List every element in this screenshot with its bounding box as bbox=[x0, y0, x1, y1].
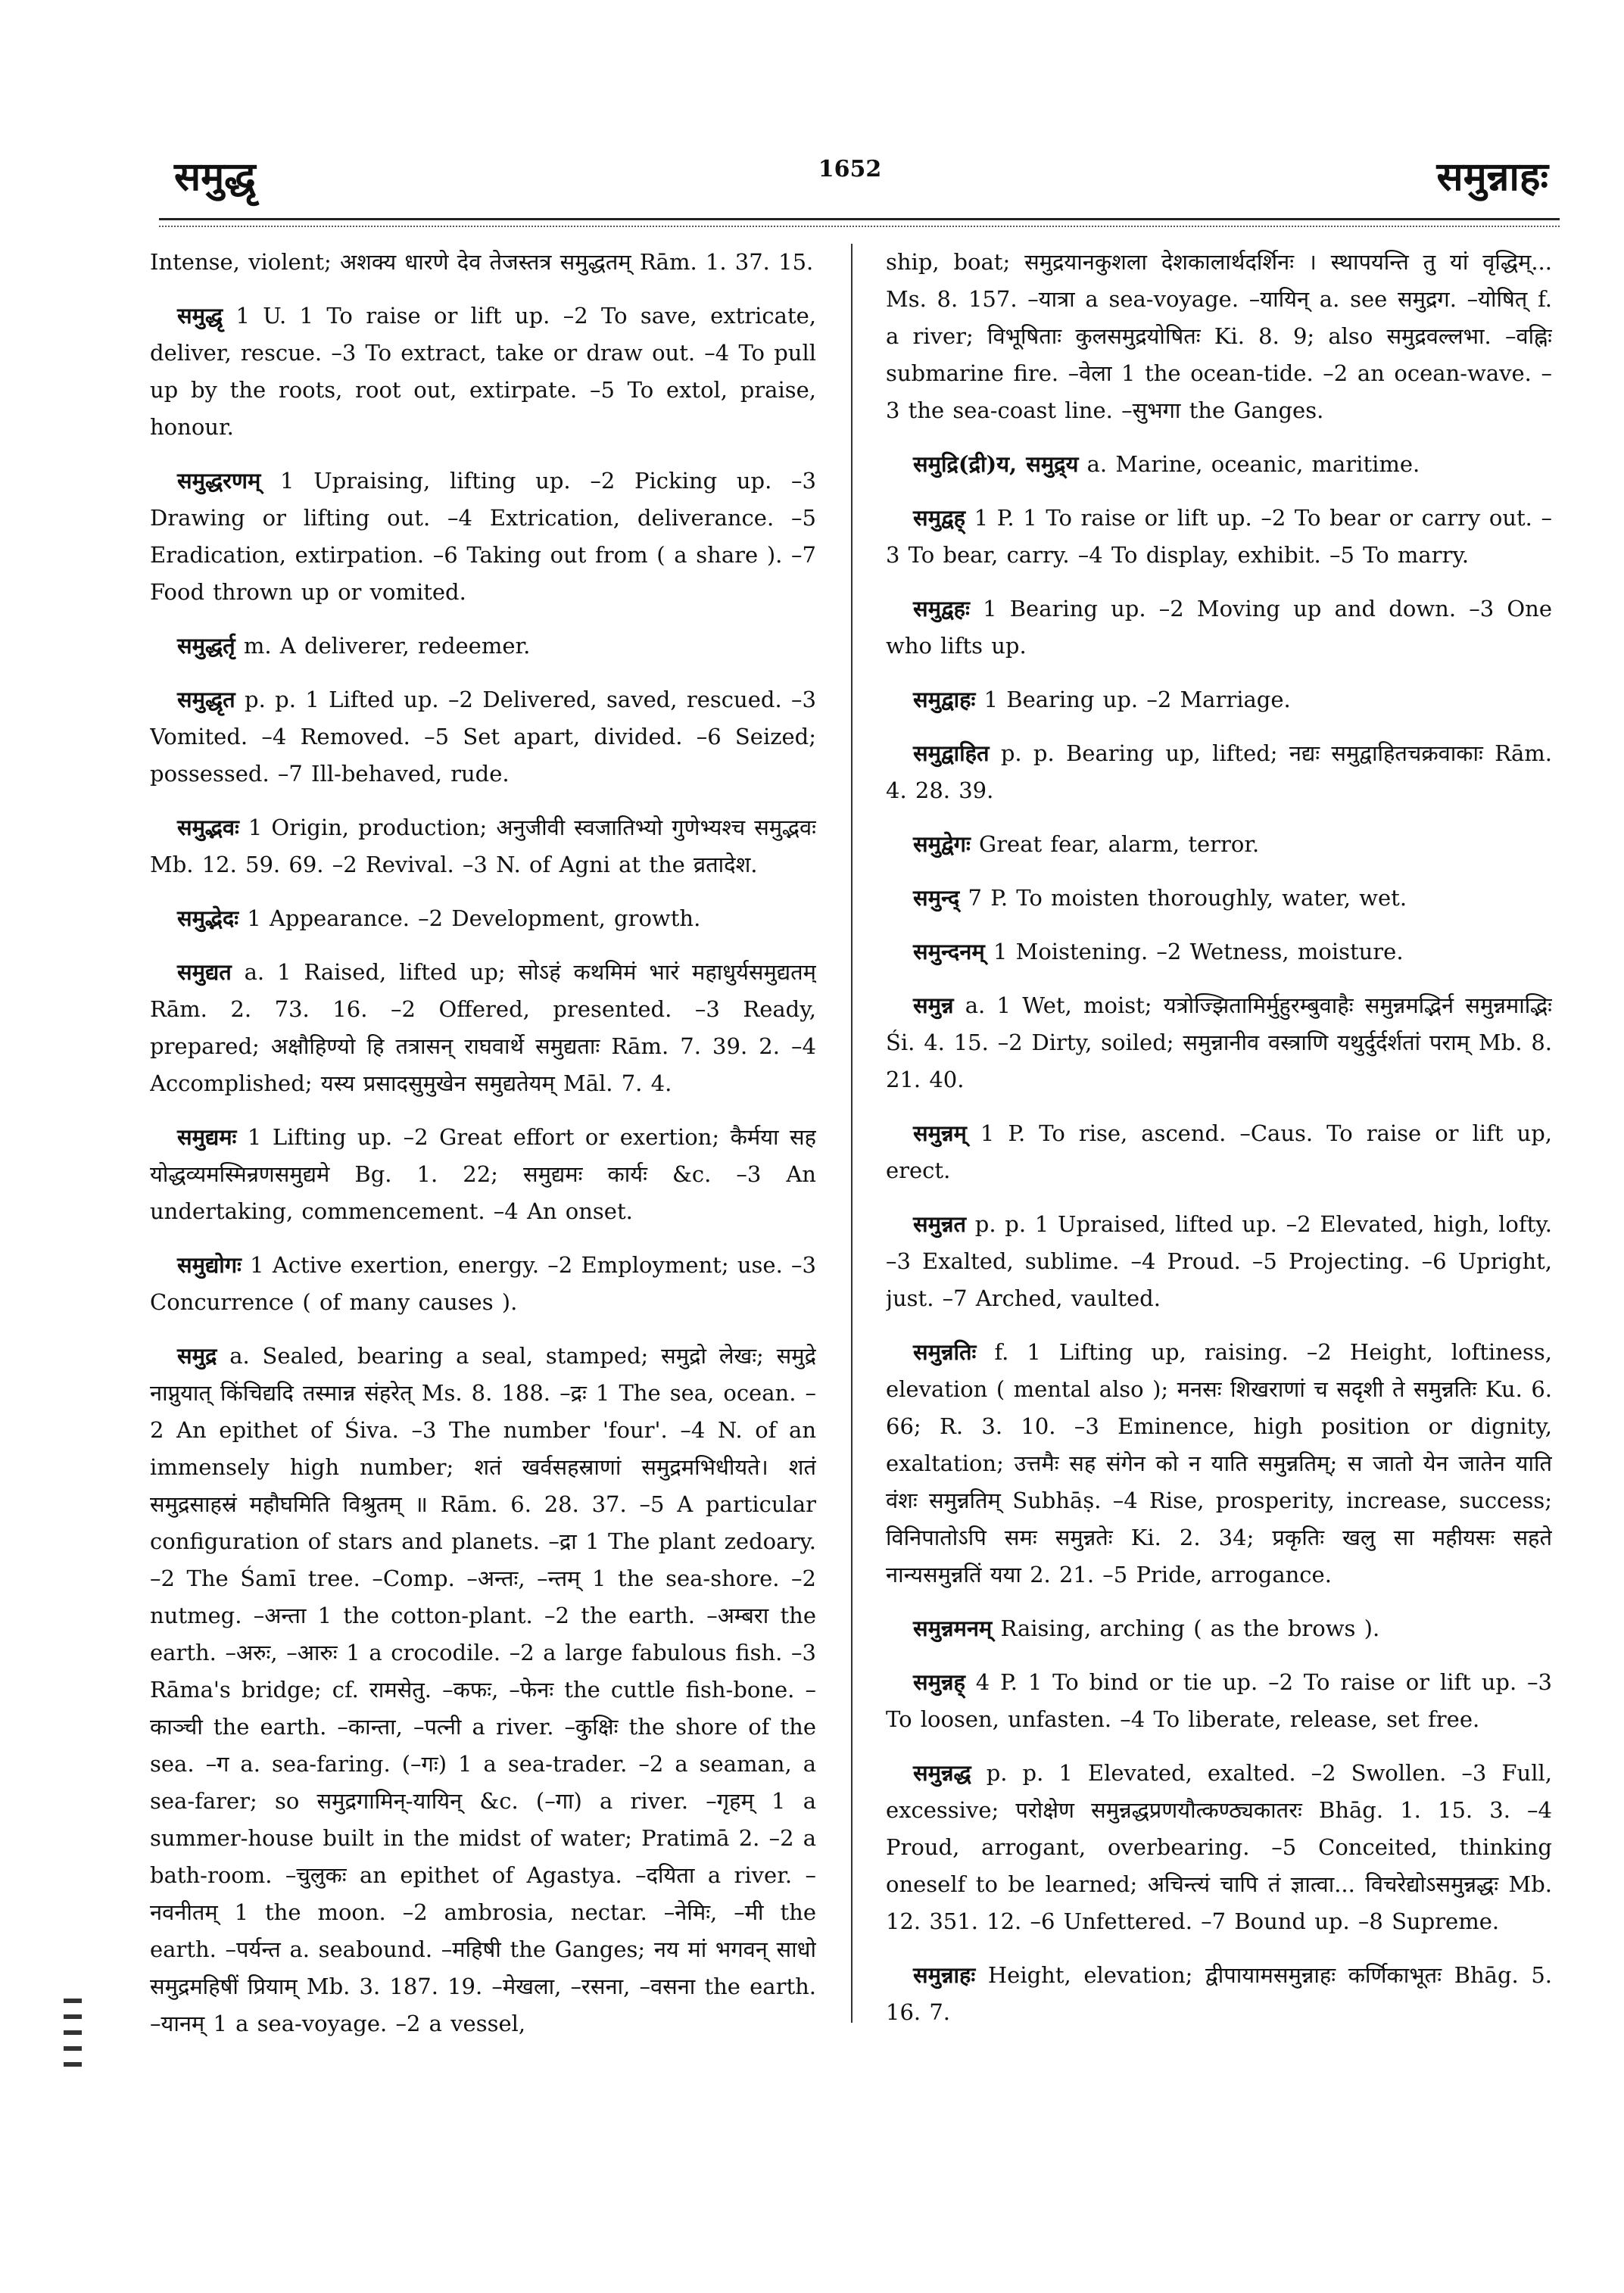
entry-definition: p. p. 1 Upraised, lifted up. –2 Elevated, high, lofty. –3 Exalted, sublime. –4 Proud. –5 Projecting. –6 Upright, just. –7 Arched, vaulted. bbox=[886, 1211, 1552, 1311]
entry-headword: समुद्योगः bbox=[177, 1252, 242, 1278]
entry-headword: समुन्नह् bbox=[913, 1669, 965, 1695]
entry-definition: 1 Moistening. –2 Wetness, moisture. bbox=[993, 939, 1404, 964]
dictionary-entry bbox=[886, 1755, 1552, 1940]
entry-headword: समुद्वह् bbox=[913, 505, 966, 531]
entry-headword: समुद्भवः bbox=[177, 815, 239, 840]
guide-word-right: समुन्नाहः bbox=[1436, 154, 1548, 200]
entry-definition: 1 Appearance. –2 Development, growth. bbox=[247, 905, 701, 931]
dictionary-entry bbox=[886, 735, 1552, 809]
entry-definition: a. 1 Raised, lifted up; सोऽहं कथमिमं भारं महाधुर्यसमुद्यतम् Rām. 2. 73. 16. –2 Offered, presented. –3 Ready, prepared; अक्षौहिण्यो हि तत्रासन् राघवार्थे समुद्यताः Rām. 7. 39. 2. –4 Accomplished; यस्य प्रसादसुमुखेन समुद्यतेयम् Māl. 7. 4. bbox=[150, 959, 816, 1096]
dictionary-entry bbox=[886, 880, 1552, 917]
guide-word-left: समुद्धृ bbox=[174, 154, 256, 200]
entry-definition: Intense, violent; अशक्य धारणे देव तेजस्तत्र समुद्धतम् Rām. 1. 37. 15. bbox=[150, 249, 814, 275]
entry-definition: 1 Bearing up. –2 Marriage. bbox=[983, 687, 1291, 712]
entry-definition: m. A deliverer, redeemer. bbox=[243, 633, 531, 659]
entry-definition: 1 Bearing up. –2 Moving up and down. –3 One who lifts up. bbox=[886, 596, 1552, 659]
entry-headword: समुद्यत bbox=[177, 959, 232, 985]
dictionary-entry bbox=[150, 900, 816, 937]
binding-margin-mark bbox=[64, 1999, 82, 2067]
dictionary-entry bbox=[886, 1957, 1552, 2031]
entry-headword: समुद्वाहः bbox=[913, 687, 976, 712]
right-column bbox=[886, 244, 1552, 2257]
entry-definition: Raising, arching ( as the brows ). bbox=[1000, 1615, 1380, 1641]
entry-definition: a. 1 Wet, moist; यत्रोज्झितामिर्मुहुरम्बुवाहैः समुन्नमद्भिर्न समुन्नमाद्भिः Śi. 4. 15. –2 Dirty, soiled; समुन्नानीव वस्त्राणि यथुर्दुर्दर्शतां पराम् Mb. 8. 21. 40. bbox=[886, 992, 1552, 1092]
running-head bbox=[151, 144, 1548, 212]
entry-definition: 1 Active exertion, energy. –2 Employment; use. –3 Concurrence ( of many causes ). bbox=[150, 1252, 816, 1315]
entry-headword: समुन्नमनम् bbox=[913, 1615, 993, 1641]
entry-headword: समुद्यमः bbox=[177, 1124, 237, 1150]
entry-definition: a. Marine, oceanic, maritime. bbox=[1086, 451, 1420, 477]
entry-definition: 7 P. To moisten thoroughly, water, wet. bbox=[968, 885, 1407, 911]
page-number: 1652 bbox=[818, 156, 882, 182]
entry-headword: समुन्नाहः bbox=[913, 1962, 976, 1988]
dictionary-entry bbox=[886, 1115, 1552, 1189]
dictionary-entry bbox=[150, 681, 816, 793]
entry-definition: p. p. 1 Lifted up. –2 Delivered, saved, rescued. –3 Vomited. –4 Removed. –5 Set apart, divided. –6 Seized; possessed. –7 Ill-behaved, rude. bbox=[150, 687, 816, 787]
dictionary-entry bbox=[886, 826, 1552, 863]
entry-headword: समुद्धृ bbox=[177, 303, 223, 329]
dictionary-entry bbox=[886, 1664, 1552, 1738]
entry-headword: समुद्र bbox=[177, 1343, 217, 1369]
dictionary-entry bbox=[886, 244, 1552, 429]
column-divider bbox=[851, 244, 853, 2023]
entry-definition: 1 Origin, production; अनुजीवी स्वजातिभ्यो गुणेभ्यश्च समुद्भवः Mb. 12. 59. 69. –2 Revival. –3 N. of Agni at the व्रतादेश. bbox=[150, 815, 816, 877]
entry-headword: समुन्नतिः bbox=[913, 1339, 977, 1365]
entry-definition: 4 P. 1 To bind or tie up. –2 To raise or lift up. –3 To loosen, unfasten. –4 To liberate, release, set free. bbox=[886, 1669, 1552, 1732]
entry-headword: समुन्द् bbox=[913, 885, 960, 911]
dictionary-entry bbox=[886, 681, 1552, 718]
dictionary-entry bbox=[886, 1610, 1552, 1647]
dictionary-entry bbox=[150, 809, 816, 883]
entry-headword: समुन्नत bbox=[913, 1211, 967, 1237]
entry-headword: समुद्वहः bbox=[913, 596, 970, 622]
entry-headword: समुद्धर्तृ bbox=[177, 633, 235, 659]
dictionary-entry bbox=[886, 933, 1552, 970]
entry-headword: समुद्वेगः bbox=[913, 831, 971, 857]
entry-headword: समुद्वाहित bbox=[913, 740, 990, 766]
entry-definition: Great fear, alarm, terror. bbox=[979, 831, 1260, 857]
dictionary-entry bbox=[886, 987, 1552, 1098]
entry-headword: समुद्धृत bbox=[177, 687, 235, 712]
header-rule bbox=[159, 218, 1560, 220]
entry-definition: f. 1 Lifting up, raising. –2 Height, loftiness, elevation ( mental also ); मनसः शिखराणां च सदृशी ते समुन्नतिः Ku. 6. 66; R. 3. 10. –3 Eminence, high position or dignity, exaltation; उत्तमैः सह संगेन को न याति समुन्नतिम्; स जातो येन जातेन याति वंशः समुन्नतिम् Subhāṣ. –4 Rise, prosperity, increase, success; विनिपातोऽपि समः समुन्नतेः Ki. 2. 34; प्रकृतिः खलु सा महीयसः सहते नान्यसमुन्नतिं यया 2. 21. –5 Pride, arrogance. bbox=[886, 1339, 1552, 1587]
entry-headword: समुन्नम् bbox=[913, 1120, 967, 1146]
entry-definition: 1 Lifting up. –2 Great effort or exertion; कैर्मया सह योद्धव्यमस्मिन्रणसमुद्यमे Bg. 1. 22; समुद्यमः कार्यः &c. –3 An undertaking, commencement. –4 An onset. bbox=[150, 1124, 816, 1224]
left-column bbox=[150, 244, 816, 2257]
dictionary-entry bbox=[886, 1206, 1552, 1317]
dictionary-entry bbox=[150, 244, 816, 281]
entry-definition: 1 P. To rise, ascend. –Caus. To raise or lift up, erect. bbox=[886, 1120, 1552, 1183]
entry-headword: समुद्रि(द्री)य, समुद्र्य bbox=[913, 451, 1079, 477]
header-dotted-rule bbox=[159, 226, 1560, 227]
entry-headword: समुन्दनम् bbox=[913, 939, 985, 964]
entry-definition: 1 U. 1 To raise or lift up. –2 To save, extricate, deliver, rescue. –3 To extract, take or draw out. –4 To pull up by the roots, root out, extirpate. –5 To extol, praise, honour. bbox=[150, 303, 816, 440]
dictionary-entry bbox=[150, 1247, 816, 1321]
dictionary-entry bbox=[886, 1334, 1552, 1594]
entry-headword: समुन्न bbox=[913, 992, 954, 1018]
entry-definition: ship, boat; समुद्रयानकुशला देशकालार्थदर्शिनः । स्थापयन्ति तु यां वृद्धिम्... Ms. 8. 157. –यात्रा a sea-voyage. –यायिन् a. see समुद्रग. –योषित् f. a river; विभूषिताः कुलसमुद्रयोषितः Ki. 8. 9; also समुद्रवल्लभा. –वह्निः submarine fire. –वेला 1 the ocean-tide. –2 an ocean-wave. –3 the sea-coast line. –सुभगा the Ganges. bbox=[886, 249, 1552, 423]
dictionary-entry bbox=[150, 954, 816, 1102]
entry-definition: p. p. Bearing up, lifted; नद्यः समुद्वाहितचक्रवाकाः Rām. 4. 28. 39. bbox=[886, 740, 1552, 803]
entry-definition: p. p. 1 Elevated, exalted. –2 Swollen. –3 Full, excessive; परोक्षेण समुन्नद्धप्रणयौत्कण्ठ्यकातरः Bhāg. 1. 15. 3. –4 Proud, arrogant, overbearing. –5 Conceited, thinking oneself to be learned; अचिन्त्यं चापि तं ज्ञात्वा... विचरेद्योऽसमुन्नद्धः Mb. 12. 351. 12. –6 Unfettered. –7 Bound up. –8 Supreme. bbox=[886, 1760, 1552, 1934]
entry-definition: Height, elevation; द्वीपायामसमुन्नाहः कर्णिकाभूतः Bhāg. 5. 16. 7. bbox=[886, 1962, 1552, 2025]
dictionary-entry bbox=[886, 500, 1552, 574]
dictionary-entry bbox=[886, 446, 1552, 483]
entry-headword: समुद्भेदः bbox=[177, 905, 239, 931]
dictionary-entry bbox=[150, 1119, 816, 1230]
dictionary-entry bbox=[150, 1338, 816, 2042]
dictionary-entry bbox=[150, 298, 816, 446]
entry-headword: समुद्धरणम् bbox=[177, 468, 261, 494]
entry-definition: 1 Upraising, lifting up. –2 Picking up. –3 Drawing or lifting out. –4 Extrication, deliverance. –5 Eradication, extirpation. –6 Taking out from ( a share ). –7 Food thrown up or vomited. bbox=[150, 468, 816, 605]
dictionary-entry bbox=[150, 628, 816, 665]
entry-definition: 1 P. 1 To raise or lift up. –2 To bear or carry out. –3 To bear, carry. –4 To display, exhibit. –5 To marry. bbox=[886, 505, 1552, 568]
dictionary-entry bbox=[150, 463, 816, 611]
entry-headword: समुन्नद्ध bbox=[913, 1760, 971, 1786]
entry-definition: a. Sealed, bearing a seal, stamped; समुद्रो लेखः; समुद्रे नाप्नुयात् किंचिद्यदि तस्मान्न संहरेत् Ms. 8. 188. –द्रः 1 The sea, ocean. –2 An epithet of Śiva. –3 The number 'four'. –4 N. of an immensely high number; शतं खर्वसहस्राणां समुद्रमभिधीयते। शतं समुद्रसाहस्रं महौघमिति विश्रुतम् ॥ Rām. 6. 28. 37. –5 A particular configuration of stars and planets. –द्रा 1 The plant zedoary. –2 The Śamī tree. –Comp. –अन्तः, –न्तम् 1 the sea-shore. –2 nutmeg. –अन्ता 1 the cotton-plant. –2 the earth. –अम्बरा the earth. –अरुः, –आरुः 1 a crocodile. –2 a large fabulous fish. –3 Rāma's bridge; cf. रामसेतु. –कफः, –फेनः the cuttle fish-bone. –काञ्ची the earth. –कान्ता, –पत्नी a river. –कुक्षिः the shore of the sea. –ग a. sea-faring. (–गः) 1 a sea-trader. –2 a seaman, a sea-farer; so समुद्रगामिन्-यायिन् &c. (–गा) a river. –गृहम् 1 a summer-house built in the midst of water; Pratimā 2. –2 a bath-room. –चुलुकः an epithet of Agastya. –दयिता a river. –नवनीतम् 1 the moon. –2 ambrosia, nectar. –नेमिः, –मी the earth. –पर्यन्त a. seabound. –महिषी the Ganges; नय मां भगवन् साधो समुद्रमहिषीं प्रियाम् Mb. 3. 187. 19. –मेखला, –रसना, –वसना the earth. –यानम् 1 a sea-voyage. –2 a vessel, bbox=[150, 1343, 816, 2036]
dictionary-entry bbox=[886, 590, 1552, 665]
